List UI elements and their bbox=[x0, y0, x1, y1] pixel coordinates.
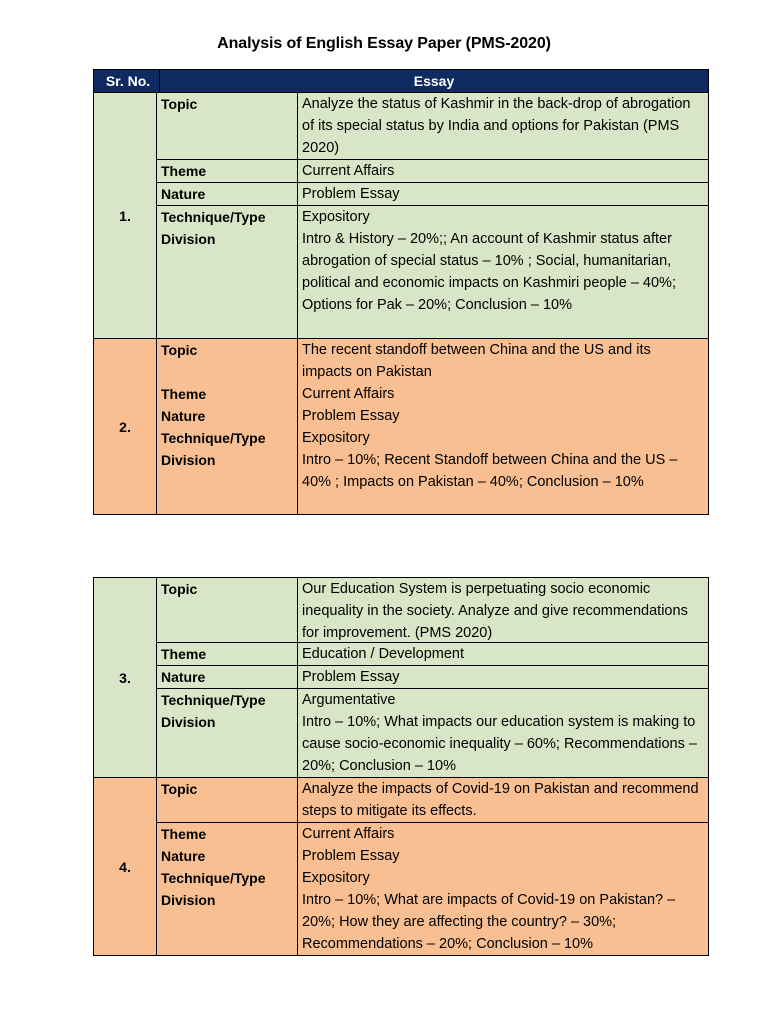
theme-value: Current Affairs bbox=[302, 163, 395, 179]
technique-division-labels bbox=[157, 689, 298, 777]
topic-label: Topic bbox=[157, 778, 298, 822]
essay-row bbox=[93, 778, 709, 956]
division-value: Intro & History – 20%;; An account of Kashmir status after abrogation of special status – 10% ; Social, humanitarian, political and economic impacts on Kashmiri people – 40%; Options for Pak – 20%; Conclusion – 10% bbox=[302, 231, 676, 313]
nature-value: Problem Essay bbox=[302, 848, 400, 864]
nature-row bbox=[157, 666, 708, 689]
nature-label: Nature bbox=[161, 848, 206, 864]
technique-division-values bbox=[298, 689, 708, 777]
header-sr-no: Sr. No. bbox=[94, 70, 160, 92]
technique-value: Expository bbox=[302, 209, 370, 225]
theme-label: Theme bbox=[157, 643, 298, 665]
theme-row bbox=[157, 643, 708, 666]
topic-label: Topic bbox=[161, 342, 198, 358]
serial-number: 1. bbox=[94, 93, 157, 338]
page-title: Analysis of English Essay Paper (PMS-2020) bbox=[217, 35, 551, 52]
essay-row bbox=[93, 93, 709, 339]
technique-label: Technique/Type bbox=[161, 870, 266, 886]
technique-label: Technique/Type bbox=[161, 430, 266, 446]
nature-value: Problem Essay bbox=[302, 186, 400, 202]
nature-value: Problem Essay bbox=[302, 669, 400, 685]
topic-value: Analyze the impacts of Covid-19 on Pakistan and recommend steps to mitigate its effects. bbox=[302, 781, 699, 819]
table-header-row bbox=[93, 69, 709, 93]
detail-values bbox=[298, 339, 708, 514]
technique-label: Technique/Type bbox=[161, 692, 266, 708]
detail-labels bbox=[157, 823, 298, 955]
theme-row bbox=[157, 160, 708, 183]
division-label: Division bbox=[161, 452, 216, 468]
topic-value: Analyze the status of Kashmir in the back-drop of abrogation of its special status by India and options for Pakistan (PMS 2020) bbox=[302, 96, 691, 156]
technique-value: Expository bbox=[302, 870, 370, 886]
topic-label: Topic bbox=[157, 93, 298, 159]
theme-value: Education / Development bbox=[302, 646, 465, 662]
theme-value: Current Affairs bbox=[302, 386, 395, 402]
nature-label: Nature bbox=[161, 408, 206, 424]
technique-value: Argumentative bbox=[302, 692, 396, 708]
header-essay: Essay bbox=[413, 73, 455, 89]
topic-row bbox=[157, 93, 708, 160]
topic-value: Our Education System is perpetuating socio economic inequality in the society. Analyze and give recommendations for improvement. (PMS 2020) bbox=[302, 581, 688, 641]
technique-division-row bbox=[157, 689, 708, 777]
essay-row bbox=[93, 577, 709, 778]
theme-label: Theme bbox=[161, 826, 207, 842]
essay-row bbox=[93, 339, 709, 515]
nature-label: Nature bbox=[157, 183, 298, 205]
details-row bbox=[157, 339, 708, 514]
serial-number: 3. bbox=[94, 578, 157, 777]
topic-value: The recent standoff between China and the US and its impacts on Pakistan bbox=[302, 342, 651, 380]
division-label: Division bbox=[161, 714, 216, 730]
topic-row bbox=[157, 578, 708, 643]
division-value: Intro – 10%; Recent Standoff between China and the US – 40% ; Impacts on Pakistan – 40%; Conclusion – 10% bbox=[302, 452, 678, 490]
topic-row bbox=[157, 778, 708, 823]
details-row bbox=[157, 823, 708, 955]
theme-label: Theme bbox=[157, 160, 298, 182]
topic-label: Topic bbox=[157, 578, 298, 642]
division-value: Intro – 10%; What are impacts of Covid-19 on Pakistan? – 20%; How they are affecting the country? – 30%; Recommendations – 20%; Conclusion – 10% bbox=[302, 892, 676, 952]
detail-labels bbox=[157, 339, 298, 514]
technique-division-labels bbox=[157, 206, 298, 338]
division-value: Intro – 10%; What impacts our education system is making to cause socio-economic inequality – 60%; Recommendations – 20%; Conclusion – 10% bbox=[302, 714, 697, 774]
theme-label: Theme bbox=[161, 386, 207, 402]
serial-number: 2. bbox=[94, 339, 157, 514]
essay-table bbox=[93, 69, 709, 515]
technique-value: Expository bbox=[302, 430, 370, 446]
theme-value: Current Affairs bbox=[302, 826, 395, 842]
nature-row bbox=[157, 183, 708, 206]
division-label: Division bbox=[161, 892, 216, 908]
detail-values bbox=[298, 823, 708, 955]
serial-number: 4. bbox=[94, 778, 157, 955]
nature-label: Nature bbox=[157, 666, 298, 688]
division-label: Division bbox=[161, 231, 216, 247]
technique-division-values bbox=[298, 206, 708, 338]
technique-division-row bbox=[157, 206, 708, 338]
nature-value: Problem Essay bbox=[302, 408, 400, 424]
essay-table-continued bbox=[93, 577, 709, 956]
technique-label: Technique/Type bbox=[161, 209, 266, 225]
